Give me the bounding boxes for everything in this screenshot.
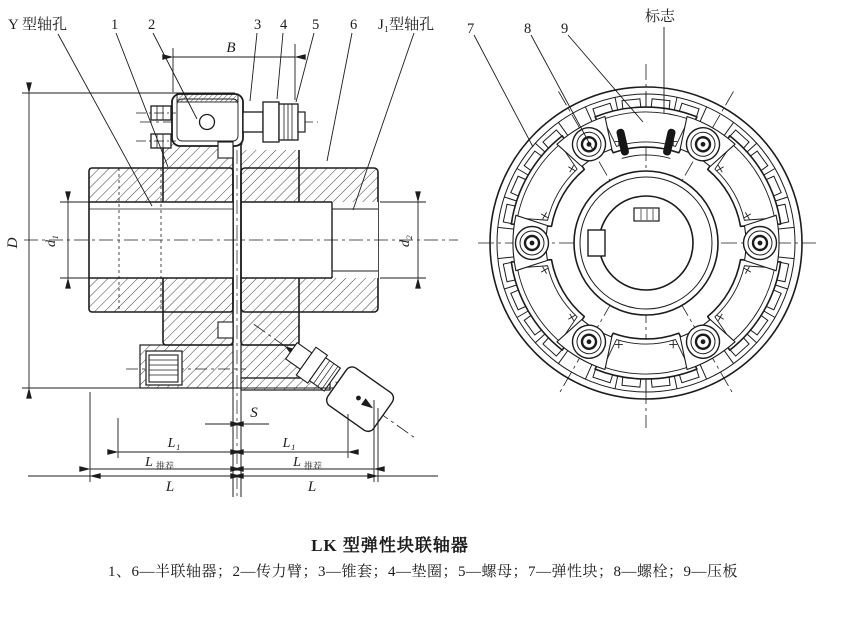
callout-7: 7 [467,21,475,37]
callout-3: 3 [254,17,262,33]
dim-Lrec-left: L [145,455,153,470]
callout-2: 2 [148,17,156,33]
dim-L1-right: L₁ [282,436,296,451]
mark-rectangle [634,208,659,221]
callout-8: 8 [524,21,532,37]
callout-1: 1 [111,17,119,33]
dim-d1: d₁ [44,235,59,247]
hub-and-bore [574,171,718,315]
callout-5: 5 [312,17,320,33]
end-view-labels [467,8,676,37]
dim-Lrec-right: L [293,455,301,470]
label-y-bore: Y 型轴孔 [8,17,68,33]
callout-4: 4 [280,17,288,33]
dim-L-left: L [165,479,175,495]
lower-pocket [146,351,182,385]
dim-L-right: L [307,479,317,495]
dim-B: B [226,40,236,56]
keyway [588,230,605,256]
dim-D: D [5,237,21,249]
label-mark: 标志 [645,9,676,25]
dim-L1-left: L₁ [167,436,181,451]
callout-6: 6 [350,17,358,33]
left-view-section [5,15,458,500]
callout-labels [8,15,434,33]
right-view-end [467,8,816,428]
dim-d2: d₂ [398,235,413,247]
dim-Lrec-right-sub: 推荐 [304,461,323,471]
figure-caption: LK 型弹性块联轴器 [311,536,469,555]
dim-Lrec-left-sub: 推荐 [156,461,175,471]
dim-S: S [250,405,258,421]
callout-9: 9 [561,21,569,37]
figure-legend: 1、6—半联轴器；2—传力臂；3—锥套；4—垫圈；5—螺母；7—弹性块；8—螺栓；9—压板 [107,564,738,580]
label-j1-bore: J₁型轴孔 [378,17,435,33]
